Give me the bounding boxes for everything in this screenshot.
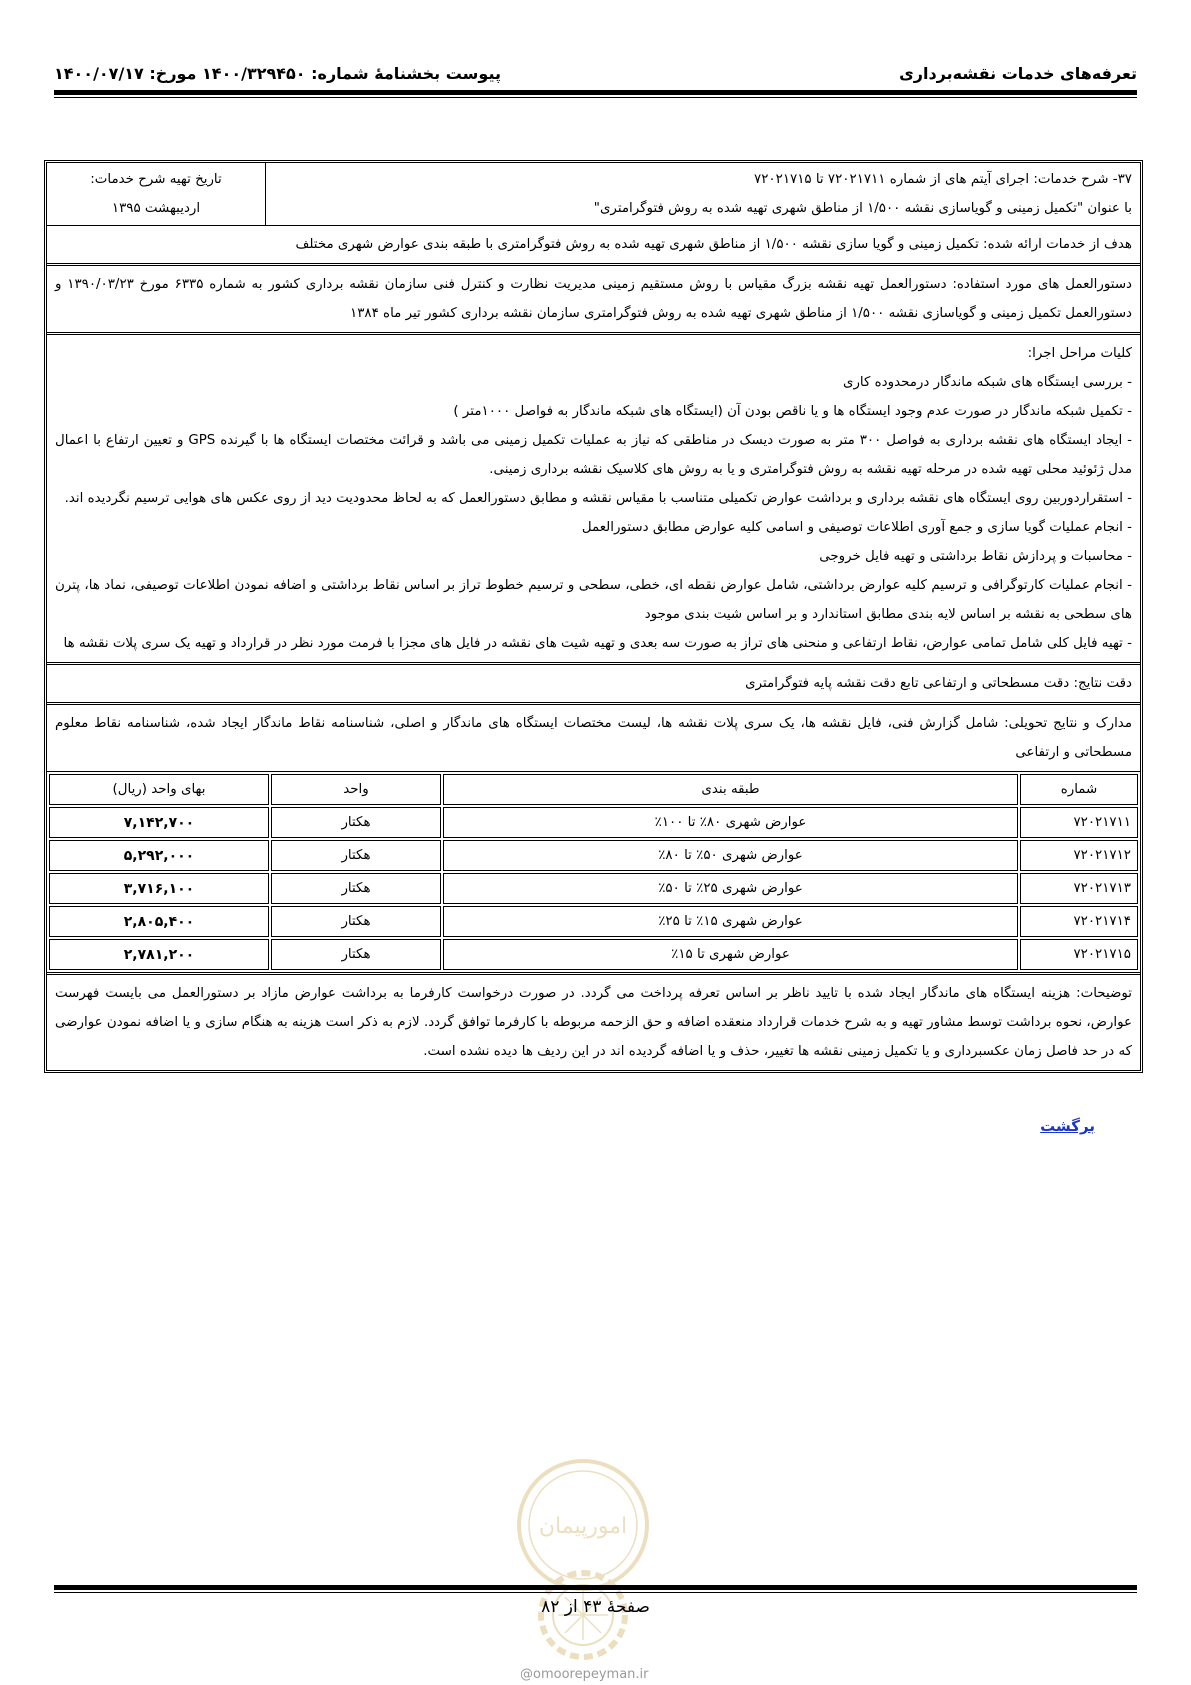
execution-steps: [47, 335, 1140, 665]
item-price: ۲,۸۰۵,۴۰۰: [49, 906, 269, 937]
service-date-label: تاریخ تهیه شرح خدمات:: [90, 172, 222, 187]
item-classification: عوارض شهری ۲۵٪ تا ۵۰٪: [443, 873, 1018, 904]
circular-reference: پیوست بخشنامۀ شماره: ۱۴۰۰/۳۲۹۴۵۰ مورخ: ۱۴۰۰/۰۷/۱۷: [54, 63, 501, 83]
item-unit: هکتار: [271, 906, 441, 937]
step-item: - تهیه فایل کلی شامل تمامی عوارض، نقاط ارتفاعی و منحنی های تراز به صورت سه بعدی و تهیه شیت های نقشه در فایل های مجزا با فرمت مورد نظر در قرارداد و تهیه یک سری پلات نقشه ها: [63, 636, 1132, 651]
service-title-row: [47, 163, 1140, 226]
item-classification: عوارض شهری ۱۵٪ تا ۲۵٪: [443, 906, 1018, 937]
step-item: - بررسی ایستگاه های شبکه ماندگار درمحدوده کاری: [842, 375, 1132, 390]
tariff-table: [47, 772, 1140, 972]
item-code: ۷۲۰۲۱۷۱۵: [1020, 939, 1138, 970]
table-row: [49, 873, 1138, 904]
header-classification: طبقه بندی: [443, 774, 1018, 805]
item-unit: هکتار: [271, 807, 441, 838]
item-price: ۷,۱۴۲,۷۰۰: [49, 807, 269, 838]
watermark-url: @omoorepeyman.ir: [520, 1667, 649, 1682]
service-line-1: ۳۷- شرح خدمات: اجرای آیتم های از شماره ۷۲۰۲۱۷۱۱ تا ۷۲۰۲۱۷۱۵: [754, 172, 1132, 187]
table-header-row: [49, 774, 1138, 805]
item-classification: عوارض شهری تا ۱۵٪: [443, 939, 1018, 970]
item-code: ۷۲۰۲۱۷۱۱: [1020, 807, 1138, 838]
item-price: ۳,۷۱۶,۱۰۰: [49, 873, 269, 904]
footer-rule: [54, 1585, 1137, 1590]
results-accuracy: دقت نتایج: دقت مسطحاتی و ارتفاعی تابع دقت نقشه پایه فتوگرامتری: [47, 665, 1140, 705]
item-classification: عوارض شهری ۸۰٪ تا ۱۰۰٪: [443, 807, 1018, 838]
header-unit-price: بهای واحد (ریال): [49, 774, 269, 805]
header-rule-thin: [54, 97, 1137, 98]
logo-text: امورپیمان: [538, 1514, 628, 1539]
service-line-2: با عنوان "تکمیل زمینی و گویاسازی نقشه ۱/۵۰۰ از مناطق شهری تهیه شده به روش فتوگرامتری": [593, 201, 1132, 216]
tariff-table-wrap: [47, 772, 1140, 975]
back-link[interactable]: برگشت: [1040, 1117, 1095, 1135]
steps-title: کلیات مراحل اجرا:: [1027, 346, 1132, 361]
table-row: [49, 807, 1138, 838]
step-item: - ایجاد ایستگاه های نقشه برداری به فواصل ۳۰۰ متر به صورت دیسک در مناطقی که نیاز به عملیات تکمیل زمینی می باشد و قرائت مختصات ایستگاه ها با گیرنده GPS و تعیین ارتفاع با اعمال مدل ژئوئید محلی تهیه شده در مرحله تهیه نقشه به روش فتوگرامتری و یا به روش های کلاسیک نقشه برداری زمینی.: [55, 433, 1132, 477]
item-unit: هکتار: [271, 840, 441, 871]
document-title: تعرفه‌های خدمات نقشه‌برداری: [899, 63, 1137, 83]
page-number: صفحۀ ۴۳ از ۸۲: [541, 1597, 650, 1617]
item-unit: هکتار: [271, 939, 441, 970]
notes: توضیحات: هزینه ایستگاه های ماندگار ایجاد شده با تایید ناظر بر اساس تعرفه پرداخت می گردد. در صورت درخواست کارفرما به برداشت عوارض مازاد بر دستورالعمل می بایست فهرست عوارض، نحوه برداشت توسط مشاور تهیه و به شرح خدمات قرارداد منعقده اضافه و حق الزحمه مربوطه با کارفرما توافق گردد. لازم به ذکر است هزینه به هنگام سازی و یا اضافه نمودن عوارضی که در حد فاصل زمان عکسبرداری و یا تکمیل زمینی نقشه ها تغییر، حذف و یا اضافه گردیده اند در این ردیف ها دیده نشده است.: [55, 986, 1132, 1059]
deliverables: مدارک و نتایج تحویلی: شامل گزارش فنی، فایل نقشه ها، یک سری پلات نقشه ها، لیست مختصات ایستگاه های ماندگار و اصلی، شناسنامه نقاط ماندگار ایجاد شده، شناسنامه نقاط معلوم مسطحاتی و ارتفاعی: [47, 705, 1140, 772]
service-instructions: دستورالعمل های مورد استفاده: دستورالعمل تهیه نقشه بزرگ مقیاس با روش مستقیم زمینی مدیریت نظارت و کنترل فنی سازمان نقشه برداری کشور به شماره ۶۳۳۵ مورخ ۱۳۹۰/۰۳/۲۳ و دستورالعمل تکمیل زمینی و گویاسازی نقشه ۱/۵۰۰ از مناطق شهری تهیه شده به روش فتوگرامتری سازمان نقشه برداری کشور تیر ماه ۱۳۸۴: [47, 266, 1140, 335]
header-unit: واحد: [271, 774, 441, 805]
gear-seal-logo-icon: [498, 1455, 668, 1665]
item-classification: عوارض شهری ۵۰٪ تا ۸۰٪: [443, 840, 1018, 871]
header-code: شماره: [1020, 774, 1138, 805]
step-item: - محاسبات و پردازش نقاط برداشتی و تهیه فایل خروجی: [819, 549, 1132, 564]
table-row: [49, 840, 1138, 871]
step-item: - انجام عملیات گویا سازی و جمع آوری اطلاعات توصیفی و اسامی کلیه عوارض مطابق دستورالعمل: [581, 520, 1132, 535]
item-code: ۷۲۰۲۱۷۱۲: [1020, 840, 1138, 871]
item-price: ۵,۲۹۲,۰۰۰: [49, 840, 269, 871]
item-code: ۷۲۰۲۱۷۱۳: [1020, 873, 1138, 904]
item-code: ۷۲۰۲۱۷۱۴: [1020, 906, 1138, 937]
header-rule: [54, 90, 1137, 95]
service-sheet: [44, 160, 1143, 1073]
service-date-value: اردیبهشت ۱۳۹۵: [111, 201, 201, 216]
item-price: ۲,۷۸۱,۲۰۰: [49, 939, 269, 970]
table-row: [49, 939, 1138, 970]
service-goal: هدف از خدمات ارائه شده: تکمیل زمینی و گویا سازی نقشه ۱/۵۰۰ از مناطق شهری تهیه شده به روش فتوگرامتری با طبقه بندی عوارض شهری مختلف: [47, 226, 1140, 266]
footer-rule-thin: [54, 1592, 1137, 1593]
service-date: [47, 163, 265, 225]
page-header: [54, 58, 1137, 88]
step-item: - استقراردوربین روی ایستگاه های نقشه برداری و برداشت عوارض تکمیلی متناسب با مقیاس نقشه و مطابق دستورالعمل که به لحاظ محدودیت دید از روی عکس های هوایی ترسیم نگردیده اند.: [64, 491, 1132, 506]
item-unit: هکتار: [271, 873, 441, 904]
step-item: - انجام عملیات کارتوگرافی و ترسیم کلیه عوارض برداشتی، شامل عوارض نقطه ای، خطی، سطحی و ترسیم خطوط تراز بر اساس نقاط برداشتی و اضافه نمودن اطلاعات توصیفی، نماد ها، پترن های سطحی به نقشه بر اساس لایه بندی مطابق استاندارد و بر اساس شیت بندی موجود: [55, 578, 1132, 622]
table-row: [49, 906, 1138, 937]
service-description: [265, 163, 1140, 225]
step-item: - تکمیل شبکه ماندگار در صورت عدم وجود ایستگاه ها و یا ناقص بودن آن (ایستگاه های شبکه ماندگار به فواصل ۱۰۰۰متر ): [453, 404, 1132, 419]
